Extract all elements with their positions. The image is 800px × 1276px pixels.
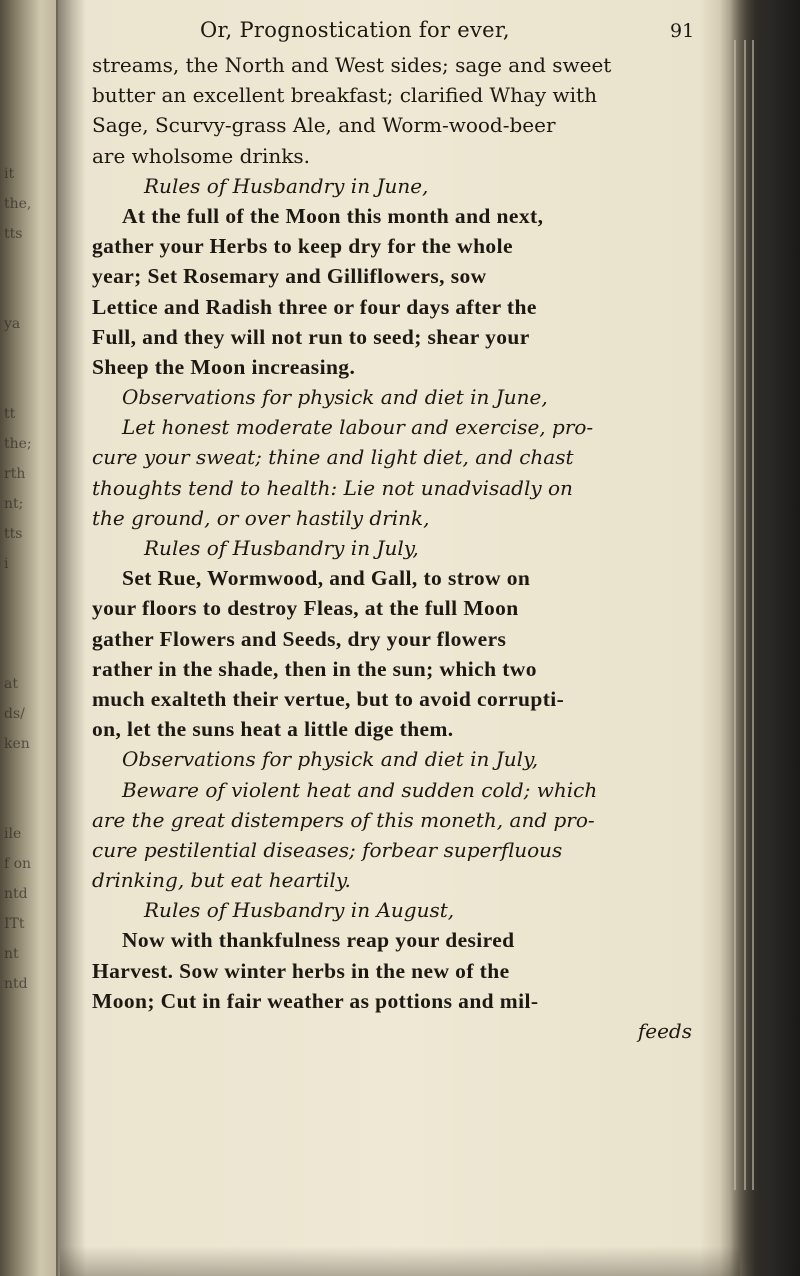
margin-fragment: nt; <box>4 496 24 512</box>
margin-fragment: nt <box>4 946 19 962</box>
text-line: the ground, or over hastily drink, <box>92 505 430 530</box>
text-line: drinking, but eat heartily. <box>92 868 351 893</box>
text-line: cure pestilential diseases; forbear superfluous <box>92 837 563 862</box>
page-edge-line <box>744 40 746 1190</box>
text-line: are the great distempers of this moneth, and pro- <box>92 807 595 832</box>
margin-fragment: ntd <box>4 886 28 902</box>
text-line: Now with thankfulness reap your desired <box>122 928 515 953</box>
text-line: thoughts tend to health: Lie not unadvisadly on <box>92 475 573 500</box>
text-line: Moon; Cut in fair weather as pottions and mil- <box>92 988 539 1013</box>
section-heading: Rules of Husbandry in June, <box>144 173 429 198</box>
book-edge-shadow <box>720 0 800 1276</box>
text-line: gather Flowers and Seeds, dry your flowers <box>92 626 507 651</box>
page-text <box>92 18 732 1046</box>
page-bottom-shadow <box>60 1246 740 1276</box>
text-line: cure your sweat; thine and light diet, and chast <box>92 445 574 470</box>
text-line: Harvest. Sow winter herbs in the new of the <box>92 958 510 983</box>
margin-fragment: the; <box>4 436 32 452</box>
text-line: Sage, Scurvy-grass Ale, and Worm-wood-beer <box>92 113 556 138</box>
margin-fragment: i <box>4 556 9 572</box>
margin-fragment: at <box>4 676 18 692</box>
section-heading: Rules of Husbandry in August, <box>144 898 455 923</box>
page-number: 91 <box>670 20 695 42</box>
text-line: much exalteth their vertue, but to avoid corrupti- <box>92 686 565 711</box>
section-heading: Observations for physick and diet in July, <box>122 747 539 772</box>
text-line: your floors to destroy Fleas, at the full Moon <box>92 596 519 621</box>
text-line: year; Set Rosemary and Gilliflowers, sow <box>92 264 487 289</box>
catchword: feeds <box>637 1019 692 1043</box>
section-heading: Rules of Husbandry in July, <box>144 536 419 560</box>
margin-fragment: ile <box>4 826 22 842</box>
margin-fragment: the, <box>4 196 32 212</box>
text-line: Beware of violent heat and sudden cold; which <box>122 777 598 802</box>
text-line: butter an excellent breakfast; clarified Whay with <box>92 83 597 108</box>
margin-fragment: tts <box>4 526 23 542</box>
running-head <box>92 18 732 50</box>
running-head-title: Or, Prognostication for ever, <box>200 18 510 42</box>
text-line: rather in the shade, then in the sun; which two <box>92 656 537 681</box>
page-edge-line <box>734 40 736 1190</box>
text-line: are wholsome drinks. <box>92 143 310 168</box>
text-line: streams, the North and West sides; sage and sweet <box>92 53 612 77</box>
text-line: Let honest moderate labour and exercise, pro- <box>122 415 594 440</box>
margin-fragment: ds/ <box>4 706 25 722</box>
margin-fragment: f on <box>4 856 32 872</box>
margin-fragment: it <box>4 166 15 182</box>
text-line: Lettice and Radish three or four days after the <box>92 294 537 319</box>
text-line: Sheep the Moon increasing. <box>92 354 356 379</box>
margin-fragment: tts <box>4 226 23 242</box>
text-line: Set Rue, Wormwood, and Gall, to strow on <box>122 566 531 591</box>
page-edge-line <box>752 40 754 1190</box>
text-line: gather your Herbs to keep dry for the whole <box>92 234 513 259</box>
section-heading: Observations for physick and diet in June, <box>122 385 548 410</box>
margin-fragment: ken <box>4 736 30 752</box>
text-line: on, let the suns heat a little dige them. <box>92 717 454 742</box>
margin-fragment: ITt <box>4 916 25 932</box>
margin-fragment: tt <box>4 406 16 422</box>
text-line: Full, and they will not run to seed; shear your <box>92 324 530 349</box>
previous-page-edge <box>0 0 58 1276</box>
margin-fragment: ntd <box>4 976 28 992</box>
margin-fragment: rth <box>4 466 26 482</box>
margin-fragment: ya <box>4 316 21 332</box>
text-line: At the full of the Moon this month and next, <box>122 203 544 228</box>
page-gutter <box>56 0 86 1276</box>
